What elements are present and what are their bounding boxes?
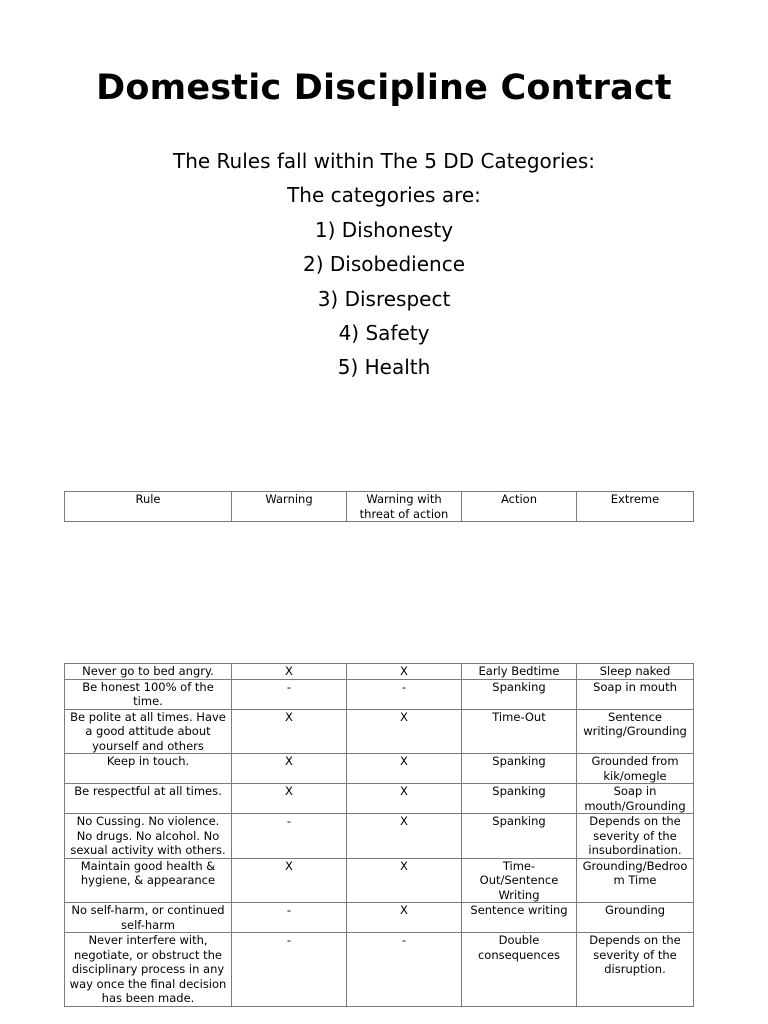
warning-cell: - [232, 679, 347, 709]
extreme-cell: Soap in mouth [577, 679, 694, 709]
table-row [65, 709, 694, 754]
warning-cell: - [232, 814, 347, 859]
rule-cell: No Cussing. No violence. No drugs. No alcohol. No sexual activity with others. [65, 814, 232, 859]
intro-line: The categories are: [287, 183, 481, 208]
category-item: 3) Disrespect [317, 286, 451, 311]
rule-cell: Be honest 100% of the time. [65, 679, 232, 709]
rule-cell: Never go to bed angry. [65, 664, 232, 680]
warning-cell: - [232, 903, 347, 933]
table-row [65, 903, 694, 933]
warning-cell: X [232, 664, 347, 680]
warning-threat-cell: X [347, 903, 462, 933]
rule-cell: Be respectful at all times. [65, 784, 232, 814]
warning-threat-cell: - [347, 933, 462, 1007]
warning-threat-cell: X [347, 709, 462, 754]
rule-cell: No self-harm, or continued self-harm [65, 903, 232, 933]
warning-threat-cell: X [347, 858, 462, 903]
table-row [65, 664, 694, 680]
category-item: 2) Disobedience [302, 252, 466, 277]
extreme-cell: Grounding/Bedroom Time [577, 858, 694, 903]
rule-cell: Be polite at all times. Have a good attitude about yourself and others [65, 709, 232, 754]
action-cell: Spanking [462, 784, 577, 814]
action-cell: Time-Out [462, 709, 577, 754]
warning-threat-cell: - [347, 679, 462, 709]
intro-text [0, 144, 768, 385]
rule-cell: Never interfere with, negotiate, or obstruct the disciplinary process in any way once the final decision has been made. [65, 933, 232, 1007]
warning-threat-cell: X [347, 784, 462, 814]
column-header-extreme: Extreme [577, 492, 694, 522]
table-row [65, 784, 694, 814]
action-cell: Double consequences [462, 933, 577, 1007]
warning-threat-cell: X [347, 814, 462, 859]
action-cell: Sentence writing [462, 903, 577, 933]
action-cell: Time-Out/Sentence Writing [462, 858, 577, 903]
rule-cell: Maintain good health & hygiene, & appearance [65, 858, 232, 903]
rules-header-table [64, 491, 694, 522]
header-row [65, 492, 694, 522]
extreme-cell: Sleep naked [577, 664, 694, 680]
table-row [65, 858, 694, 903]
category-item: 5) Health [337, 355, 431, 380]
action-cell: Spanking [462, 754, 577, 784]
rules-table [64, 663, 694, 1007]
action-cell: Spanking [462, 679, 577, 709]
warning-cell: X [232, 858, 347, 903]
page-title: Domestic Discipline Contract [96, 68, 672, 108]
warning-cell: - [232, 933, 347, 1007]
column-header-rule: Rule [65, 492, 232, 522]
action-cell: Early Bedtime [462, 664, 577, 680]
extreme-cell: Grounding [577, 903, 694, 933]
table-row [65, 814, 694, 859]
column-header-action: Action [462, 492, 577, 522]
extreme-cell: Depends on the severity of the insubordination. [577, 814, 694, 859]
extreme-cell: Grounded from kik/omegle [577, 754, 694, 784]
extreme-cell: Soap in mouth/Grounding [577, 784, 694, 814]
warning-cell: X [232, 754, 347, 784]
extreme-cell: Sentence writing/Grounding [577, 709, 694, 754]
column-header-warning-threat: Warning with threat of action [347, 492, 462, 522]
column-header-warning: Warning [232, 492, 347, 522]
action-cell: Spanking [462, 814, 577, 859]
warning-cell: X [232, 784, 347, 814]
rules-table-body [65, 664, 694, 1007]
intro-line: The Rules fall within The 5 DD Categories: [173, 149, 595, 173]
rule-cell: Keep in touch. [65, 754, 232, 784]
warning-threat-cell: X [347, 664, 462, 680]
category-item: 4) Safety [338, 321, 430, 346]
warning-cell: X [232, 709, 347, 754]
extreme-cell: Depends on the severity of the disruption. [577, 933, 694, 1007]
table-row [65, 679, 694, 709]
table-row [65, 754, 694, 784]
table-row [65, 933, 694, 1007]
warning-threat-cell: X [347, 754, 462, 784]
category-item: 1) Dishonesty [314, 217, 454, 242]
